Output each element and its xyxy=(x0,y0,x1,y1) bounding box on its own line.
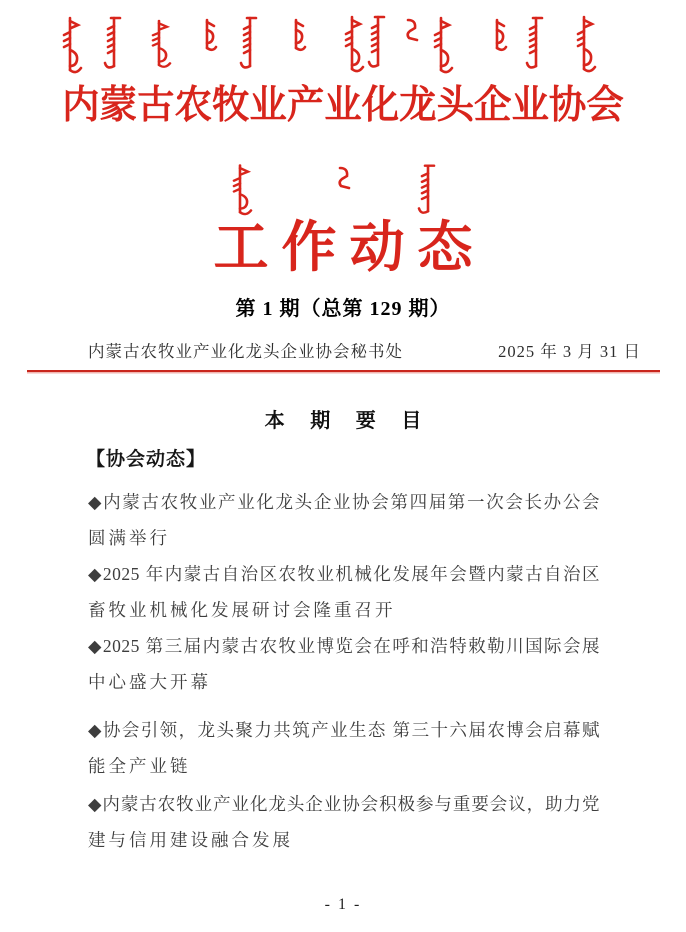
toc-item-line: ◆内蒙古农牧业产业化龙头企业协会积极参与重要会议，助力党 xyxy=(88,794,600,814)
toc-item-line: ◆内蒙古农牧业产业化龙头企业协会第四届第一次会长办公会 xyxy=(88,492,600,512)
toc-item-line: 建与信用建设融合发展 xyxy=(88,830,293,850)
toc-item-line: 畜牧业机械化发展研讨会隆重召开 xyxy=(88,600,396,620)
publisher-row xyxy=(88,338,641,362)
toc-item xyxy=(88,712,600,784)
toc-item-line: 能全产业链 xyxy=(88,756,191,776)
page-number: - 1 - xyxy=(324,896,362,913)
toc-item xyxy=(88,628,600,700)
toc-item xyxy=(88,786,600,858)
toc-item-line: 圆满举行 xyxy=(88,528,170,548)
section-title: 【协会动态】 xyxy=(86,449,207,470)
mongolian-script-banner xyxy=(0,10,686,80)
contents-heading: 本 期 要 目 xyxy=(264,410,432,432)
toc-item-line: ◆协会引领，龙头聚力共筑产业生态 第三十六届农博会启幕赋 xyxy=(88,720,600,740)
toc-item xyxy=(88,484,600,556)
toc-item-line: ◆2025 第三届内蒙古农牧业博览会在呼和浩特敕勒川国际会展 xyxy=(88,636,600,656)
toc-item xyxy=(88,556,600,628)
association-title: 内蒙古农牧业产业化龙头企业协会 xyxy=(62,84,624,127)
publisher: 内蒙古农牧业产业化龙头企业协会秘书处 xyxy=(88,342,403,361)
issue-line: 第 1 期（总第 129 期） xyxy=(235,298,451,320)
mongolian-script-banner-icon xyxy=(0,10,686,80)
contents-list xyxy=(88,484,600,858)
publish-date: 2025 年 3 月 31 日 xyxy=(498,342,641,361)
red-divider xyxy=(27,370,660,372)
bulletin-title: 工作动态 xyxy=(213,214,486,279)
toc-item-line: 中心盛大开幕 xyxy=(88,672,211,692)
toc-item-line: ◆2025 年内蒙古自治区农牧业机械化发展年会暨内蒙古自治区 xyxy=(88,564,600,584)
